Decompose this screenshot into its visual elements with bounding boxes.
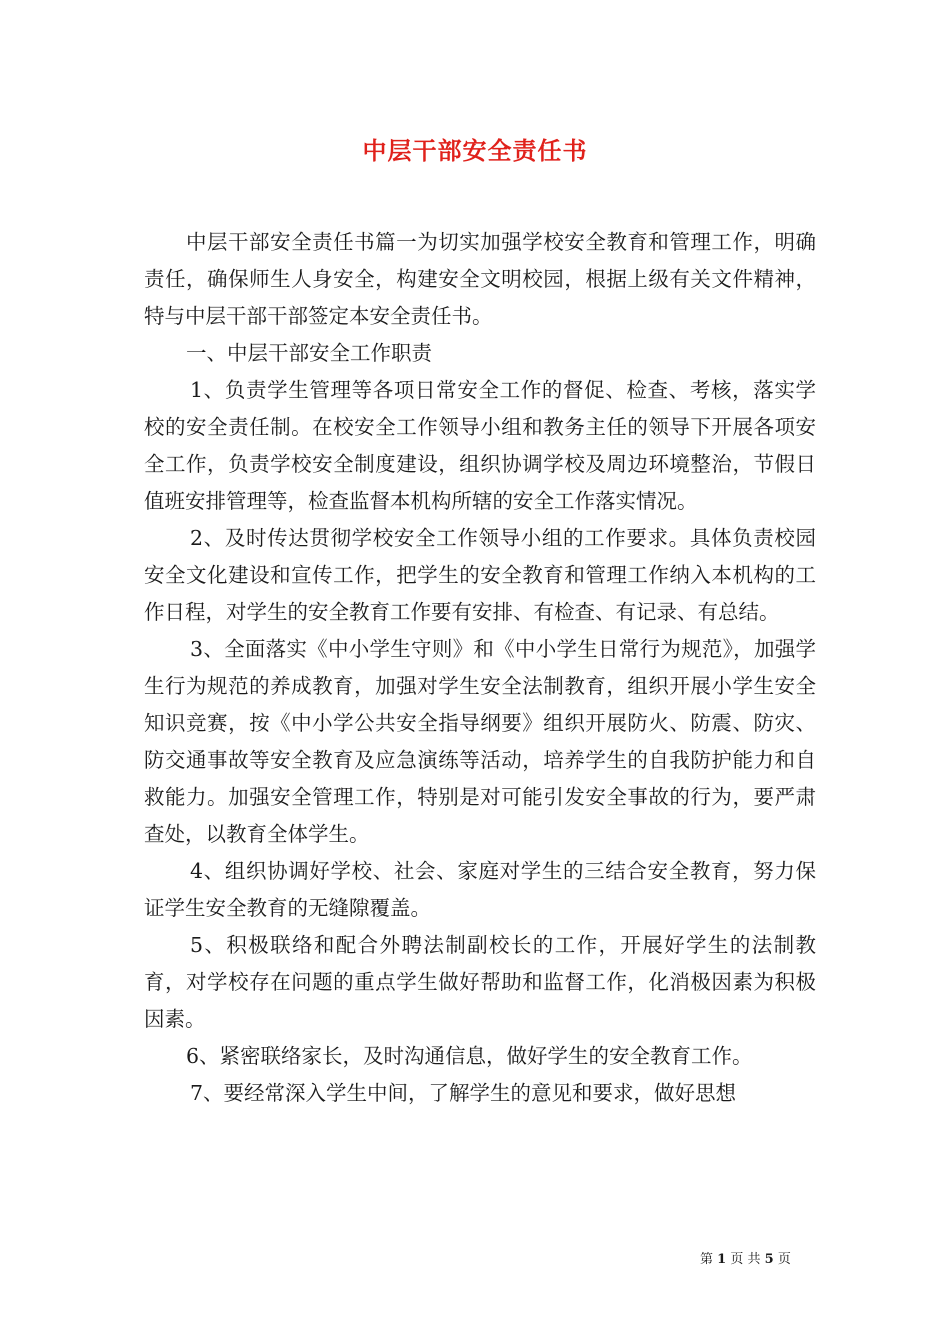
duty-item-1: 1、负责学生管理等各项日常安全工作的督促、检查、考核，落实学校的安全责任制。在校安全工作领导小组和教务主任的领导下开展各项安全工作，负责学校安全制度建设，组织协调学校及周边环境整治，节假日值班安排管理等，检查监督本机构所辖的安全工作落实情况。: [144, 378, 816, 513]
page-middle: 页 共: [730, 1252, 761, 1267]
document-body: [144, 224, 816, 1112]
duty-item-2: 2、及时传达贯彻学校安全工作领导小组的工作要求。具体负责校园安全文化建设和宣传工作，把学生的安全教育和管理工作纳入本机构的工作日程，对学生的安全教育工作要有安排、有检查、有记录、有总结。: [144, 526, 816, 624]
intro-paragraph: 中层干部安全责任书篇一为切实加强学校安全教育和管理工作，明确责任，确保师生人身安全，构建安全文明校园，根据上级有关文件精神，特与中层干部干部签定本安全责任书。: [144, 230, 816, 328]
current-page: 1: [717, 1252, 727, 1267]
total-pages: 5: [764, 1252, 774, 1267]
duty-item-5: 5、积极联络和配合外聘法制副校长的工作，开展好学生的法制教育，对学校存在问题的重点学生做好帮助和监督工作，化消极因素为积极因素。: [144, 933, 816, 1031]
page-number: [700, 1248, 830, 1267]
section-heading: 一、中层干部安全工作职责: [186, 341, 432, 365]
duty-item-7: 7、要经常深入学生中间，了解学生的意见和要求，做好思想: [190, 1081, 737, 1105]
duty-item-3: 3、全面落实《中小学生守则》和《中小学生日常行为规范》，加强学生行为规范的养成教育，加强对学生安全法制教育，组织开展小学生安全知识竞赛，按《中小学公共安全指导纲要》组织开展防火、防震、防灾、防交通事故等安全教育及应急演练等活动，培养学生的自我防护能力和自救能力。加强安全管理工作，特别是对可能引发安全事故的行为，要严肃查处，以教育全体学生。: [144, 637, 816, 846]
page-prefix: 第: [700, 1252, 714, 1267]
duty-item-4: 4、组织协调好学校、社会、家庭对学生的三结合安全教育，努力保证学生安全教育的无缝隙覆盖。: [144, 859, 816, 920]
duty-item-6: 6、紧密联络家长，及时沟通信息，做好学生的安全教育工作。: [186, 1044, 753, 1068]
document-title: 中层干部安全责任书: [362, 136, 588, 165]
page-suffix: 页: [777, 1252, 791, 1267]
